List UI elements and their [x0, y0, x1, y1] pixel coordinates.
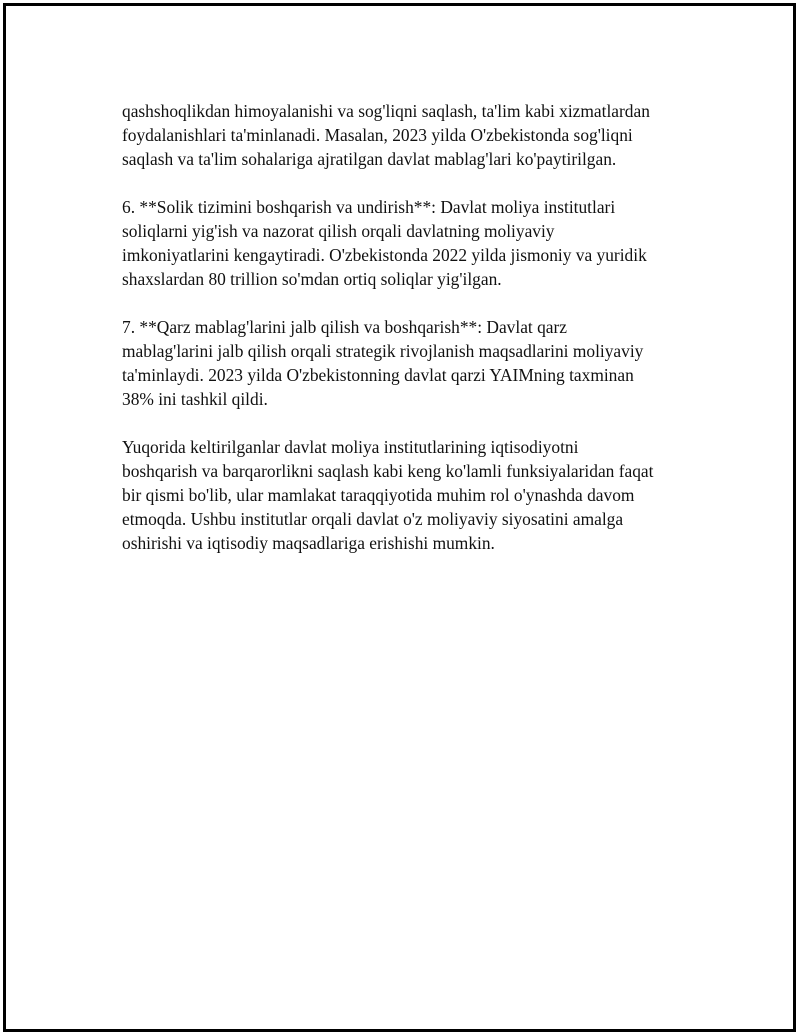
paragraph-item-7 [122, 315, 702, 411]
text-line: saqlash va ta'lim sohalariga ajratilgan davlat mablag'lari ko'paytirilgan. [122, 149, 617, 169]
paragraph-item-6 [122, 195, 702, 291]
text-line: boshqarish va barqarorlikni saqlash kabi keng ko'lamli funksiyalaridan faqat [122, 461, 654, 481]
paragraph-conclusion [122, 435, 702, 555]
paragraph-continuation [122, 99, 702, 171]
text-line: ta'minlaydi. 2023 yilda O'zbekistonning davlat qarzi YAIMning taxminan [122, 365, 634, 385]
text-line: oshirishi va iqtisodiy maqsadlariga erishishi mumkin. [122, 533, 495, 553]
text-line: foydalanishlari ta'minlanadi. Masalan, 2023 yilda O'zbekistonda sog'liqni [122, 125, 633, 145]
text-line: 7. **Qarz mablag'larini jalb qilish va boshqarish**: Davlat qarz [122, 317, 568, 337]
text-line: qashshoqlikdan himoyalanishi va sog'liqni saqlash, ta'lim kabi xizmatlardan [122, 101, 650, 121]
text-line: bir qismi bo'lib, ular mamlakat taraqqiyotida muhim rol o'ynashda davom [122, 485, 635, 505]
text-line: imkoniyatlarini kengaytiradi. O'zbekistonda 2022 yilda jismoniy va yuridik [122, 245, 647, 265]
text-line: etmoqda. Ushbu institutlar orqali davlat o'z moliyaviy siyosatini amalga [122, 509, 624, 529]
text-line: mablag'larini jalb qilish orqali strategik rivojlanish maqsadlarini moliyaviy [122, 341, 644, 361]
text-line: shaxslardan 80 trillion so'mdan ortiq soliqlar yig'ilgan. [122, 269, 502, 289]
page-frame [3, 3, 796, 1032]
text-line: Yuqorida keltirilganlar davlat moliya institutlarining iqtisodiyotni [122, 437, 579, 457]
document-body [122, 99, 702, 579]
text-line: 6. **Solik tizimini boshqarish va undirish**: Davlat moliya institutlari [122, 197, 616, 217]
text-line: soliqlarni yig'ish va nazorat qilish orqali davlatning moliyaviy [122, 221, 555, 241]
text-line: 38% ini tashkil qildi. [122, 389, 268, 409]
